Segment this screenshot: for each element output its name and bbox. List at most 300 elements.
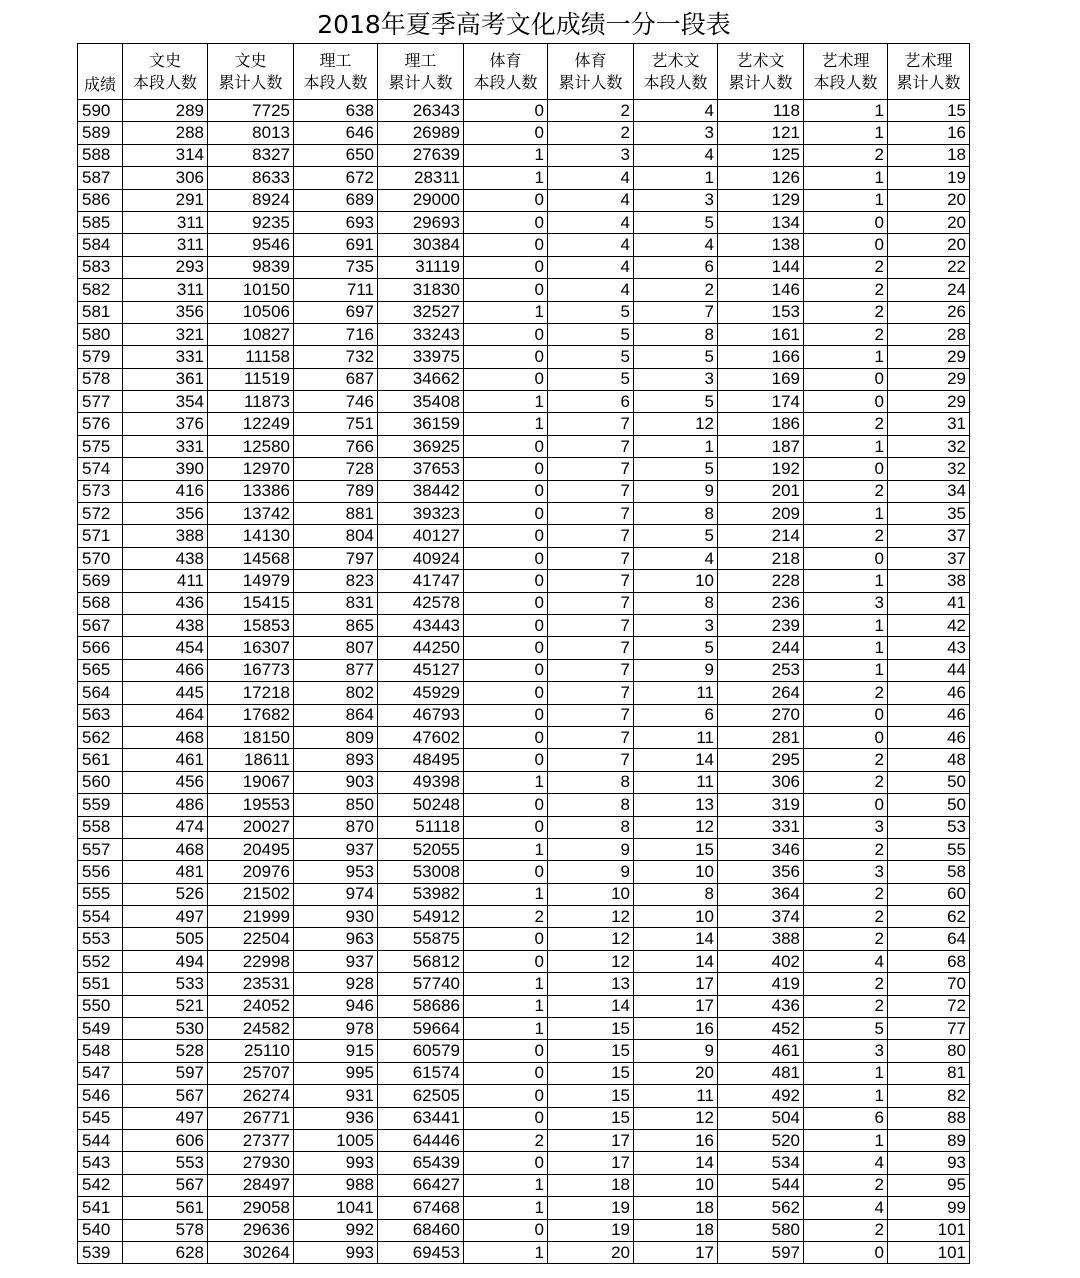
count-cell: 2 bbox=[634, 279, 718, 301]
count-cell: 46 bbox=[888, 726, 970, 748]
count-cell: 580 bbox=[718, 1219, 804, 1241]
count-cell: 7 bbox=[548, 570, 634, 592]
count-cell: 24 bbox=[888, 279, 970, 301]
column-header bbox=[78, 44, 123, 100]
count-cell: 311 bbox=[123, 279, 208, 301]
count-cell: 36925 bbox=[378, 435, 464, 457]
count-cell: 0 bbox=[804, 794, 888, 816]
count-cell: 0 bbox=[464, 928, 548, 950]
count-cell: 0 bbox=[464, 435, 548, 457]
count-cell: 0 bbox=[464, 211, 548, 233]
count-cell: 1 bbox=[804, 614, 888, 636]
count-cell: 166 bbox=[718, 346, 804, 368]
count-cell: 32 bbox=[888, 458, 970, 480]
count-cell: 187 bbox=[718, 435, 804, 457]
count-cell: 29 bbox=[888, 346, 970, 368]
score-cell: 589 bbox=[78, 122, 123, 144]
table-row bbox=[78, 413, 970, 435]
count-cell: 553 bbox=[123, 1152, 208, 1174]
count-cell: 0 bbox=[804, 726, 888, 748]
count-cell: 10 bbox=[634, 906, 718, 928]
count-cell: 3 bbox=[804, 1040, 888, 1062]
count-cell: 2 bbox=[804, 144, 888, 166]
count-cell: 30384 bbox=[378, 234, 464, 256]
column-header-label: 本段人数 bbox=[473, 72, 538, 92]
count-cell: 31119 bbox=[378, 256, 464, 278]
count-cell: 12 bbox=[634, 1107, 718, 1129]
count-cell: 1 bbox=[804, 167, 888, 189]
count-cell: 7 bbox=[548, 592, 634, 614]
count-cell: 11873 bbox=[208, 391, 294, 413]
count-cell: 37 bbox=[888, 525, 970, 547]
count-cell: 35408 bbox=[378, 391, 464, 413]
column-header-label: 累计人数 bbox=[218, 72, 283, 92]
count-cell: 497 bbox=[123, 906, 208, 928]
count-cell: 48495 bbox=[378, 749, 464, 771]
count-cell: 88 bbox=[888, 1107, 970, 1129]
count-cell: 3 bbox=[634, 368, 718, 390]
count-cell: 974 bbox=[294, 883, 378, 905]
count-cell: 24582 bbox=[208, 1018, 294, 1040]
count-cell: 10 bbox=[634, 1174, 718, 1196]
count-cell: 597 bbox=[123, 1062, 208, 1084]
count-cell: 881 bbox=[294, 503, 378, 525]
count-cell: 8013 bbox=[208, 122, 294, 144]
count-cell: 10 bbox=[548, 883, 634, 905]
count-cell: 48 bbox=[888, 749, 970, 771]
score-cell: 571 bbox=[78, 525, 123, 547]
count-cell: 2 bbox=[804, 682, 888, 704]
count-cell: 716 bbox=[294, 323, 378, 345]
table-row bbox=[78, 704, 970, 726]
count-cell: 1 bbox=[464, 995, 548, 1017]
count-cell: 497 bbox=[123, 1107, 208, 1129]
count-cell: 15 bbox=[634, 838, 718, 860]
count-cell: 30264 bbox=[208, 1241, 294, 1263]
count-cell: 10827 bbox=[208, 323, 294, 345]
score-cell: 590 bbox=[78, 100, 123, 122]
count-cell: 466 bbox=[123, 659, 208, 681]
count-cell: 4 bbox=[548, 256, 634, 278]
count-cell: 27930 bbox=[208, 1152, 294, 1174]
count-cell: 0 bbox=[464, 100, 548, 122]
table-row bbox=[78, 950, 970, 972]
header-row bbox=[78, 44, 970, 100]
count-cell: 728 bbox=[294, 458, 378, 480]
score-cell: 588 bbox=[78, 144, 123, 166]
count-cell: 1 bbox=[464, 167, 548, 189]
count-cell: 27377 bbox=[208, 1129, 294, 1151]
count-cell: 528 bbox=[123, 1040, 208, 1062]
count-cell: 12 bbox=[548, 928, 634, 950]
count-cell: 2 bbox=[804, 995, 888, 1017]
count-cell: 988 bbox=[294, 1174, 378, 1196]
count-cell: 0 bbox=[464, 547, 548, 569]
count-cell: 29636 bbox=[208, 1219, 294, 1241]
count-cell: 5 bbox=[634, 346, 718, 368]
table-row bbox=[78, 144, 970, 166]
score-cell: 587 bbox=[78, 167, 123, 189]
count-cell: 481 bbox=[718, 1062, 804, 1084]
count-cell: 689 bbox=[294, 189, 378, 211]
count-cell: 7 bbox=[548, 525, 634, 547]
count-cell: 19067 bbox=[208, 771, 294, 793]
count-cell: 1 bbox=[464, 1174, 548, 1196]
column-header-label: 累计人数 bbox=[728, 72, 793, 92]
count-cell: 567 bbox=[123, 1174, 208, 1196]
count-cell: 26 bbox=[888, 301, 970, 323]
count-cell: 311 bbox=[123, 211, 208, 233]
count-cell: 59664 bbox=[378, 1018, 464, 1040]
count-cell: 893 bbox=[294, 749, 378, 771]
count-cell: 2 bbox=[804, 906, 888, 928]
count-cell: 419 bbox=[718, 973, 804, 995]
count-cell: 15 bbox=[548, 1062, 634, 1084]
table-row bbox=[78, 547, 970, 569]
score-cell: 565 bbox=[78, 659, 123, 681]
count-cell: 1 bbox=[464, 771, 548, 793]
column-header bbox=[804, 44, 888, 100]
count-cell: 125 bbox=[718, 144, 804, 166]
count-cell: 22 bbox=[888, 256, 970, 278]
count-cell: 8633 bbox=[208, 167, 294, 189]
count-cell: 0 bbox=[464, 122, 548, 144]
table-header bbox=[78, 44, 970, 100]
count-cell: 0 bbox=[804, 391, 888, 413]
count-cell: 1 bbox=[804, 659, 888, 681]
count-cell: 4 bbox=[634, 234, 718, 256]
count-cell: 4 bbox=[548, 279, 634, 301]
count-cell: 9 bbox=[634, 659, 718, 681]
score-cell: 560 bbox=[78, 771, 123, 793]
count-cell: 354 bbox=[123, 391, 208, 413]
count-cell: 289 bbox=[123, 100, 208, 122]
count-cell: 687 bbox=[294, 368, 378, 390]
table-row bbox=[78, 928, 970, 950]
count-cell: 1 bbox=[804, 570, 888, 592]
count-cell: 14 bbox=[634, 928, 718, 950]
count-cell: 38 bbox=[888, 570, 970, 592]
count-cell: 0 bbox=[464, 614, 548, 636]
count-cell: 41 bbox=[888, 592, 970, 614]
count-cell: 461 bbox=[718, 1040, 804, 1062]
count-cell: 306 bbox=[123, 167, 208, 189]
column-header bbox=[634, 44, 718, 100]
count-cell: 0 bbox=[464, 189, 548, 211]
count-cell: 80 bbox=[888, 1040, 970, 1062]
count-cell: 26343 bbox=[378, 100, 464, 122]
score-cell: 541 bbox=[78, 1197, 123, 1219]
count-cell: 53 bbox=[888, 816, 970, 838]
count-cell: 850 bbox=[294, 794, 378, 816]
score-cell: 577 bbox=[78, 391, 123, 413]
score-cell: 550 bbox=[78, 995, 123, 1017]
score-cell: 545 bbox=[78, 1107, 123, 1129]
score-cell: 567 bbox=[78, 614, 123, 636]
table-row bbox=[78, 1040, 970, 1062]
count-cell: 411 bbox=[123, 570, 208, 592]
count-cell: 804 bbox=[294, 525, 378, 547]
count-cell: 17 bbox=[634, 995, 718, 1017]
count-cell: 9235 bbox=[208, 211, 294, 233]
count-cell: 5 bbox=[634, 525, 718, 547]
count-cell: 33243 bbox=[378, 323, 464, 345]
count-cell: 953 bbox=[294, 861, 378, 883]
count-cell: 27639 bbox=[378, 144, 464, 166]
count-cell: 1 bbox=[464, 883, 548, 905]
score-cell: 555 bbox=[78, 883, 123, 905]
count-cell: 567 bbox=[123, 1085, 208, 1107]
count-cell: 12 bbox=[548, 950, 634, 972]
count-cell: 993 bbox=[294, 1241, 378, 1263]
count-cell: 14 bbox=[634, 1152, 718, 1174]
count-cell: 214 bbox=[718, 525, 804, 547]
count-cell: 4 bbox=[634, 144, 718, 166]
count-cell: 192 bbox=[718, 458, 804, 480]
count-cell: 995 bbox=[294, 1062, 378, 1084]
count-cell: 0 bbox=[464, 368, 548, 390]
score-cell: 579 bbox=[78, 346, 123, 368]
count-cell: 486 bbox=[123, 794, 208, 816]
count-cell: 0 bbox=[464, 682, 548, 704]
count-cell: 937 bbox=[294, 838, 378, 860]
count-cell: 244 bbox=[718, 637, 804, 659]
count-cell: 4 bbox=[804, 950, 888, 972]
count-cell: 4 bbox=[548, 189, 634, 211]
count-cell: 2 bbox=[804, 279, 888, 301]
count-cell: 65439 bbox=[378, 1152, 464, 1174]
column-header-label: 本段人数 bbox=[132, 72, 197, 92]
count-cell: 930 bbox=[294, 906, 378, 928]
count-cell: 46793 bbox=[378, 704, 464, 726]
count-cell: 63441 bbox=[378, 1107, 464, 1129]
count-cell: 34 bbox=[888, 480, 970, 502]
score-cell: 568 bbox=[78, 592, 123, 614]
count-cell: 461 bbox=[123, 749, 208, 771]
column-header-group: 文史 bbox=[234, 50, 267, 70]
count-cell: 0 bbox=[804, 211, 888, 233]
count-cell: 134 bbox=[718, 211, 804, 233]
count-cell: 561 bbox=[123, 1197, 208, 1219]
table-row bbox=[78, 100, 970, 122]
score-cell: 556 bbox=[78, 861, 123, 883]
count-cell: 295 bbox=[718, 749, 804, 771]
column-header bbox=[378, 44, 464, 100]
count-cell: 331 bbox=[123, 435, 208, 457]
count-cell: 693 bbox=[294, 211, 378, 233]
count-cell: 12249 bbox=[208, 413, 294, 435]
count-cell: 530 bbox=[123, 1018, 208, 1040]
count-cell: 1 bbox=[804, 1129, 888, 1151]
score-cell: 559 bbox=[78, 794, 123, 816]
table-row bbox=[78, 167, 970, 189]
count-cell: 169 bbox=[718, 368, 804, 390]
count-cell: 13 bbox=[634, 794, 718, 816]
count-cell: 26274 bbox=[208, 1085, 294, 1107]
count-cell: 4 bbox=[804, 1152, 888, 1174]
count-cell: 5 bbox=[804, 1018, 888, 1040]
count-cell: 15 bbox=[548, 1040, 634, 1062]
count-cell: 18611 bbox=[208, 749, 294, 771]
count-cell: 650 bbox=[294, 144, 378, 166]
count-cell: 9 bbox=[634, 1040, 718, 1062]
score-cell: 552 bbox=[78, 950, 123, 972]
count-cell: 10150 bbox=[208, 279, 294, 301]
count-cell: 963 bbox=[294, 928, 378, 950]
count-cell: 802 bbox=[294, 682, 378, 704]
score-cell: 554 bbox=[78, 906, 123, 928]
column-header bbox=[208, 44, 294, 100]
score-cell: 575 bbox=[78, 435, 123, 457]
score-cell: 586 bbox=[78, 189, 123, 211]
count-cell: 2 bbox=[464, 1129, 548, 1151]
count-cell: 1 bbox=[464, 1197, 548, 1219]
count-cell: 864 bbox=[294, 704, 378, 726]
count-cell: 28311 bbox=[378, 167, 464, 189]
table-row bbox=[78, 1107, 970, 1129]
count-cell: 1 bbox=[464, 391, 548, 413]
count-cell: 5 bbox=[634, 391, 718, 413]
count-cell: 436 bbox=[123, 592, 208, 614]
count-cell: 7 bbox=[548, 704, 634, 726]
count-cell: 22998 bbox=[208, 950, 294, 972]
count-cell: 60 bbox=[888, 883, 970, 905]
count-cell: 8 bbox=[634, 503, 718, 525]
count-cell: 81 bbox=[888, 1062, 970, 1084]
count-cell: 34662 bbox=[378, 368, 464, 390]
table-row bbox=[78, 659, 970, 681]
count-cell: 253 bbox=[718, 659, 804, 681]
count-cell: 7 bbox=[548, 547, 634, 569]
count-cell: 520 bbox=[718, 1129, 804, 1151]
count-cell: 374 bbox=[718, 906, 804, 928]
count-cell: 10506 bbox=[208, 301, 294, 323]
count-cell: 452 bbox=[718, 1018, 804, 1040]
count-cell: 4 bbox=[804, 1197, 888, 1219]
score-cell: 540 bbox=[78, 1219, 123, 1241]
table-row bbox=[78, 771, 970, 793]
count-cell: 1 bbox=[634, 167, 718, 189]
count-cell: 1 bbox=[464, 1018, 548, 1040]
count-cell: 0 bbox=[804, 368, 888, 390]
count-cell: 8 bbox=[634, 323, 718, 345]
table-row bbox=[78, 614, 970, 636]
count-cell: 0 bbox=[464, 637, 548, 659]
table-row bbox=[78, 749, 970, 771]
table-row bbox=[78, 838, 970, 860]
column-header-label: 累计人数 bbox=[896, 72, 961, 92]
count-cell: 915 bbox=[294, 1040, 378, 1062]
count-cell: 56812 bbox=[378, 950, 464, 972]
count-cell: 364 bbox=[718, 883, 804, 905]
count-cell: 2 bbox=[804, 256, 888, 278]
count-cell: 42 bbox=[888, 614, 970, 636]
count-cell: 319 bbox=[718, 794, 804, 816]
column-header-group: 艺术理 bbox=[904, 50, 953, 70]
count-cell: 1 bbox=[464, 973, 548, 995]
count-cell: 0 bbox=[464, 1062, 548, 1084]
count-cell: 18 bbox=[634, 1219, 718, 1241]
count-cell: 544 bbox=[718, 1174, 804, 1196]
table-row bbox=[78, 637, 970, 659]
table-row bbox=[78, 1241, 970, 1263]
count-cell: 521 bbox=[123, 995, 208, 1017]
count-cell: 37 bbox=[888, 547, 970, 569]
count-cell: 12970 bbox=[208, 458, 294, 480]
count-cell: 606 bbox=[123, 1129, 208, 1151]
table-row bbox=[78, 570, 970, 592]
count-cell: 15 bbox=[548, 1107, 634, 1129]
count-cell: 22504 bbox=[208, 928, 294, 950]
count-cell: 2 bbox=[804, 973, 888, 995]
count-cell: 13386 bbox=[208, 480, 294, 502]
count-cell: 1 bbox=[464, 144, 548, 166]
count-cell: 201 bbox=[718, 480, 804, 502]
count-cell: 8327 bbox=[208, 144, 294, 166]
count-cell: 870 bbox=[294, 816, 378, 838]
table-row bbox=[78, 301, 970, 323]
count-cell: 711 bbox=[294, 279, 378, 301]
count-cell: 646 bbox=[294, 122, 378, 144]
count-cell: 504 bbox=[718, 1107, 804, 1129]
table-row bbox=[78, 816, 970, 838]
count-cell: 2 bbox=[804, 771, 888, 793]
count-cell: 18 bbox=[634, 1197, 718, 1219]
count-cell: 8 bbox=[548, 816, 634, 838]
count-cell: 3 bbox=[634, 614, 718, 636]
table-row bbox=[78, 435, 970, 457]
count-cell: 0 bbox=[464, 704, 548, 726]
count-cell: 388 bbox=[123, 525, 208, 547]
count-cell: 7 bbox=[634, 301, 718, 323]
score-distribution-table bbox=[77, 43, 970, 1264]
count-cell: 9 bbox=[634, 480, 718, 502]
count-cell: 0 bbox=[464, 279, 548, 301]
score-cell: 581 bbox=[78, 301, 123, 323]
count-cell: 2 bbox=[804, 838, 888, 860]
count-cell: 62505 bbox=[378, 1085, 464, 1107]
count-cell: 1005 bbox=[294, 1129, 378, 1151]
count-cell: 17 bbox=[548, 1152, 634, 1174]
count-cell: 50248 bbox=[378, 794, 464, 816]
count-cell: 903 bbox=[294, 771, 378, 793]
count-cell: 306 bbox=[718, 771, 804, 793]
count-cell: 11 bbox=[634, 726, 718, 748]
score-cell: 569 bbox=[78, 570, 123, 592]
count-cell: 270 bbox=[718, 704, 804, 726]
count-cell: 62 bbox=[888, 906, 970, 928]
count-cell: 1 bbox=[634, 435, 718, 457]
count-cell: 7 bbox=[548, 480, 634, 502]
count-cell: 20976 bbox=[208, 861, 294, 883]
count-cell: 24052 bbox=[208, 995, 294, 1017]
count-cell: 4 bbox=[634, 547, 718, 569]
count-cell: 638 bbox=[294, 100, 378, 122]
count-cell: 11 bbox=[634, 682, 718, 704]
count-cell: 3 bbox=[634, 122, 718, 144]
count-cell: 20 bbox=[548, 1241, 634, 1263]
table-row bbox=[78, 682, 970, 704]
count-cell: 2 bbox=[804, 928, 888, 950]
count-cell: 13742 bbox=[208, 503, 294, 525]
count-cell: 0 bbox=[464, 480, 548, 502]
count-cell: 464 bbox=[123, 704, 208, 726]
count-cell: 19 bbox=[548, 1219, 634, 1241]
count-cell: 12 bbox=[548, 906, 634, 928]
count-cell: 17682 bbox=[208, 704, 294, 726]
score-cell: 551 bbox=[78, 973, 123, 995]
count-cell: 8 bbox=[634, 883, 718, 905]
